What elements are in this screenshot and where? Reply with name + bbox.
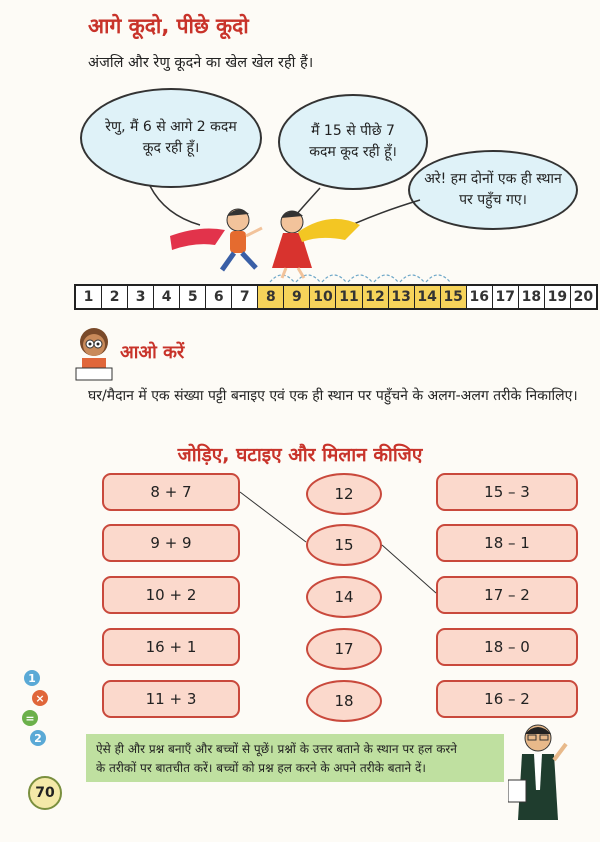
teacher-note-line2: के तरीकों पर बातचीत करें। बच्चों को प्रश्न हल करने के अपने तरीके बताने दें। <box>96 760 426 775</box>
speech-text-renu: मैं 15 से पीछे 7 कदम कूद रही हूँ। <box>309 123 397 160</box>
page-heading: आगे कूदो, पीछे कूदो <box>88 14 249 38</box>
activity-text: घर/मैदान में एक संख्या पट्टी बनाइए एवं एक ही स्थान पर पहुँचने के अलग-अलग तरीके निकालिए। <box>88 388 578 404</box>
right-expression-box: 16 – 2 <box>436 680 578 718</box>
number-cell: 2 <box>102 286 128 308</box>
number-cell: 19 <box>545 286 571 308</box>
teacher-note <box>86 734 504 782</box>
number-cell: 8 <box>258 286 284 308</box>
number-strip <box>74 284 598 310</box>
number-ball-icon: 1 <box>24 670 40 686</box>
number-cell: 3 <box>128 286 154 308</box>
right-expression-box: 15 – 3 <box>436 473 578 511</box>
match-heading: जोड़िए, घटाइए और मिलान कीजिए <box>177 444 423 466</box>
girls-jumping-illustration <box>0 0 600 290</box>
left-expression-box: 11 + 3 <box>102 680 240 718</box>
speech-text-both: अरे! हम दोनों एक ही स्थान पर पहुँच गए। <box>424 171 562 208</box>
number-cell: 10 <box>310 286 336 308</box>
number-cell: 12 <box>363 286 389 308</box>
reading-boy-icon <box>72 324 116 384</box>
number-cell: 14 <box>415 286 441 308</box>
middle-number-oval: 18 <box>306 680 382 722</box>
middle-number-oval: 17 <box>306 628 382 670</box>
match-line-2 <box>382 545 436 593</box>
left-expression-box: 10 + 2 <box>102 576 240 614</box>
middle-number-oval: 14 <box>306 576 382 618</box>
teacher-note-line1: ऐसे ही और प्रश्न बनाएँ और बच्चों से पूछें। प्रश्नों के उत्तर बताने के स्थान पर हल करने <box>96 742 457 756</box>
left-expression-box: 8 + 7 <box>102 473 240 511</box>
number-ball-icon-2: 2 <box>30 730 46 746</box>
equals-ball-icon: = <box>22 710 38 726</box>
number-cell: 4 <box>154 286 180 308</box>
right-expression-box: 17 – 2 <box>436 576 578 614</box>
number-cell: 5 <box>180 286 206 308</box>
match-line-1 <box>240 492 306 542</box>
number-cell: 16 <box>467 286 493 308</box>
number-cell: 18 <box>519 286 545 308</box>
page-number: 70 <box>28 776 62 810</box>
speech-text-anjali: रेणु, मैं 6 से आगे 2 कदम कूद रही हूँ। <box>105 119 237 156</box>
middle-number-oval: 12 <box>306 473 382 515</box>
right-expression-box: 18 – 0 <box>436 628 578 666</box>
middle-number-oval: 15 <box>306 524 382 566</box>
number-cell: 13 <box>389 286 415 308</box>
right-expression-box: 18 – 1 <box>436 524 578 562</box>
number-cell: 1 <box>76 286 102 308</box>
activity-heading: आओ करें <box>120 342 185 363</box>
teacher-illustration <box>508 720 568 835</box>
multiply-ball-icon: × <box>32 690 48 706</box>
number-cell: 20 <box>573 289 594 305</box>
number-cell: 9 <box>284 286 310 308</box>
left-expression-box: 16 + 1 <box>102 628 240 666</box>
number-cell: 11 <box>336 286 362 308</box>
number-cell: 15 <box>441 286 467 308</box>
number-cell: 17 <box>493 286 519 308</box>
number-cell: 6 <box>206 286 232 308</box>
intro-text: अंजलि और रेणु कूदने का खेल खेल रही हैं। <box>88 55 314 71</box>
number-cell: 7 <box>232 286 258 308</box>
left-expression-box: 9 + 9 <box>102 524 240 562</box>
